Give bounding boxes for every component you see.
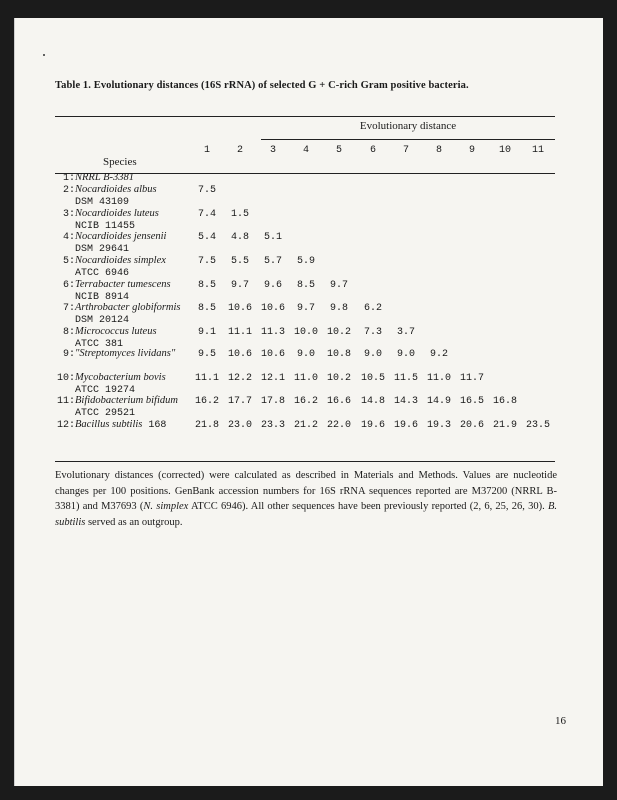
species-strain: NCIB 11455 — [75, 221, 136, 232]
distance-cell: 16.6 — [326, 396, 351, 407]
distance-cell: 9.2 — [429, 349, 448, 360]
distance-cell: 7.3 — [363, 327, 382, 338]
top-rule — [55, 116, 555, 117]
species-name — [75, 395, 178, 406]
species-number: 12: — [56, 420, 75, 431]
distance-cell: 16.8 — [492, 396, 517, 407]
distance-cell: 9.0 — [396, 349, 415, 360]
distance-cell: 10.2 — [326, 327, 351, 338]
column-header-4: 4 — [302, 145, 309, 156]
distance-cell: 5.1 — [263, 232, 282, 243]
distance-cell: 9.7 — [230, 280, 249, 291]
species-number: 8: — [62, 327, 75, 338]
column-header-10: 10 — [498, 145, 511, 156]
column-header-5: 5 — [335, 145, 342, 156]
species-name — [75, 208, 159, 219]
distance-cell: 17.7 — [227, 396, 252, 407]
distance-cell: 10.0 — [293, 327, 318, 338]
species-name — [75, 172, 134, 183]
distance-cell: 16.2 — [194, 396, 219, 407]
speck-mark — [43, 54, 45, 56]
distance-cell: 12.2 — [227, 373, 252, 384]
species-name — [75, 419, 166, 431]
distance-cell: 10.5 — [360, 373, 385, 384]
distance-cell: 23.5 — [525, 420, 550, 431]
footnote-text-2: ATCC 6946). All other sequences have been previously reported (2, 6, 25, 26, 30). — [188, 501, 548, 512]
species-strain: DSM 20124 — [75, 315, 130, 326]
distance-cell: 1.5 — [230, 209, 249, 220]
column-header-9: 9 — [468, 145, 475, 156]
distance-cell: 19.3 — [426, 420, 451, 431]
distance-cell: 11.0 — [426, 373, 451, 384]
distance-cell: 22.0 — [326, 420, 351, 431]
distance-cell: 11.1 — [227, 327, 252, 338]
species-name-text: Bacillus subtilis — [75, 419, 143, 430]
species-name-text: Arthrobacter globiformis — [75, 302, 181, 313]
species-name-text: Nocardioides albus — [75, 184, 157, 195]
distance-cell: 7.4 — [197, 209, 216, 220]
distance-cell: 9.0 — [296, 349, 315, 360]
distance-cell: 5.5 — [230, 256, 249, 267]
species-number: 9: — [62, 349, 75, 360]
distance-cell: 9.7 — [296, 303, 315, 314]
distance-cell: 12.1 — [260, 373, 285, 384]
distance-cell: 9.7 — [329, 280, 348, 291]
species-name-text: Micrococcus luteus — [75, 326, 157, 337]
species-name-text: "Streptomyces lividans" — [75, 348, 176, 359]
distance-cell: 14.9 — [426, 396, 451, 407]
distance-cell: 10.6 — [260, 303, 285, 314]
species-name — [75, 326, 157, 337]
species-number: 11: — [56, 396, 75, 407]
species-strain: ATCC 381 — [75, 339, 124, 350]
distance-cell: 11.5 — [393, 373, 418, 384]
footnote-italic-2: B. subtilis — [55, 501, 557, 528]
distance-cell: 11.3 — [260, 327, 285, 338]
distance-cell: 23.3 — [260, 420, 285, 431]
species-name — [75, 184, 157, 195]
distance-cell: 21.8 — [194, 420, 219, 431]
species-header: Species — [103, 156, 137, 168]
species-name-text: Terrabacter tumescens — [75, 279, 171, 290]
table-caption: Table 1. Evolutionary distances (16S rRNA) of selected G + C-rich Gram positive bacteria. — [55, 80, 469, 91]
column-header-3: 3 — [269, 145, 276, 156]
distance-cell: 21.9 — [492, 420, 517, 431]
distance-cell: 9.0 — [363, 349, 382, 360]
column-header-2: 2 — [236, 145, 243, 156]
distance-cell: 5.9 — [296, 256, 315, 267]
species-number: 1: — [62, 173, 75, 184]
column-header-6: 6 — [369, 145, 376, 156]
distance-cell: 3.7 — [396, 327, 415, 338]
species-name-text: Nocardioides simplex — [75, 255, 166, 266]
distance-cell: 17.8 — [260, 396, 285, 407]
distance-cell: 9.1 — [197, 327, 216, 338]
species-number: 5: — [62, 256, 75, 267]
species-name — [75, 372, 166, 383]
distance-cell: 4.8 — [230, 232, 249, 243]
distance-cell: 14.3 — [393, 396, 418, 407]
species-name — [75, 231, 166, 242]
species-number: 3: — [62, 209, 75, 220]
distance-cell: 16.5 — [459, 396, 484, 407]
species-number: 4: — [62, 232, 75, 243]
species-name-text: Mycobacterium bovis — [75, 372, 166, 383]
species-name — [75, 302, 181, 313]
species-name — [75, 255, 166, 266]
document-page — [14, 18, 603, 786]
table-footnote — [55, 468, 557, 530]
page-number: 16 — [555, 715, 566, 727]
distance-cell: 10.2 — [326, 373, 351, 384]
distance-cell: 6.2 — [363, 303, 382, 314]
distance-cell: 9.6 — [263, 280, 282, 291]
distance-cell: 9.8 — [329, 303, 348, 314]
species-strain-inline: 168 — [142, 420, 167, 431]
species-name-text: Nocardioides jensenii — [75, 231, 167, 242]
species-strain: ATCC 29521 — [75, 408, 136, 419]
distance-cell: 19.6 — [360, 420, 385, 431]
species-strain: ATCC 6946 — [75, 268, 130, 279]
distance-cell: 11.7 — [459, 373, 484, 384]
footnote-text-3: served as an outgroup. — [85, 516, 183, 528]
distance-cell: 5.7 — [263, 256, 282, 267]
species-strain: DSM 43109 — [75, 197, 130, 208]
distance-cell: 23.0 — [227, 420, 252, 431]
distance-cell: 7.5 — [197, 256, 216, 267]
column-header-8: 8 — [435, 145, 442, 156]
footnote-italic-1: N. simplex — [143, 501, 189, 512]
distance-cell: 20.6 — [459, 420, 484, 431]
species-strain: ATCC 19274 — [75, 385, 136, 396]
species-strain: NCIB 8914 — [75, 292, 130, 303]
species-name-text: Bifidobacterium bifidum — [75, 395, 178, 406]
distance-cell: 9.5 — [197, 349, 216, 360]
group-header: Evolutionary distance — [359, 120, 457, 132]
species-number: 2: — [62, 185, 75, 196]
species-number: 10: — [56, 373, 75, 384]
footnote-text-1: Evolutionary distances (corrected) were calculated as described in Materials and Methods. Values are nucleotide changes per 100 positions. GenBank accession numbers for 16S rRNA sequences reported are M37200 (NRRL B-3381) and M37693 ( — [55, 470, 557, 512]
distance-cell: 5.4 — [197, 232, 216, 243]
column-header-1: 1 — [203, 145, 210, 156]
distance-cell: 19.6 — [393, 420, 418, 431]
distance-cell: 14.8 — [360, 396, 385, 407]
column-header-11: 11 — [531, 145, 544, 156]
column-header-7: 7 — [402, 145, 409, 156]
species-number: 7: — [62, 303, 75, 314]
species-name-text: NRRL B-3381 — [75, 172, 135, 183]
distance-cell: 8.5 — [197, 280, 216, 291]
species-strain: DSM 29641 — [75, 244, 130, 255]
distance-cell: 8.5 — [296, 280, 315, 291]
distance-cell: 11.1 — [194, 373, 219, 384]
species-number: 6: — [62, 280, 75, 291]
distance-cell: 8.5 — [197, 303, 216, 314]
species-name — [75, 348, 175, 359]
distance-cell: 10.8 — [326, 349, 351, 360]
distance-cell: 10.6 — [227, 303, 252, 314]
distance-cell: 16.2 — [293, 396, 318, 407]
distance-cell: 10.6 — [260, 349, 285, 360]
bottom-rule — [55, 461, 555, 462]
distance-cell: 11.0 — [293, 373, 318, 384]
group-rule — [261, 139, 555, 140]
species-name-text: Nocardioides luteus — [75, 208, 159, 219]
distance-cell: 10.6 — [227, 349, 252, 360]
distance-cell: 21.2 — [293, 420, 318, 431]
species-name — [75, 279, 171, 290]
distance-cell: 7.5 — [197, 185, 216, 196]
